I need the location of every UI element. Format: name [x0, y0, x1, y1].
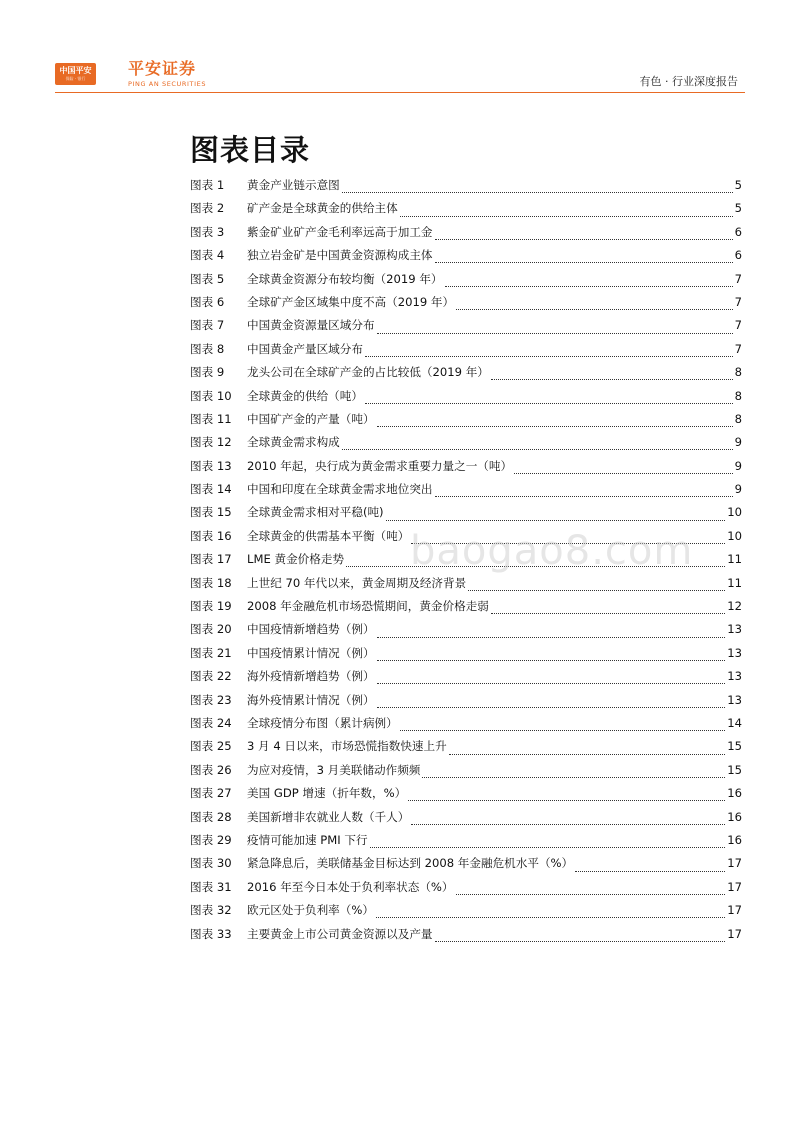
leader-dots	[422, 777, 725, 778]
leader-dots	[435, 239, 733, 240]
figure-title: 海外疫情累计情况（例）	[247, 692, 375, 707]
figure-title: 紧急降息后，美联储基金目标达到 2008 年金融危机水平（%）	[247, 856, 574, 871]
figure-label: 图表 29	[190, 832, 232, 847]
figure-label: 图表 9	[190, 365, 225, 380]
page-number: 16	[727, 832, 742, 847]
logo-subtext: 保险 · 银行	[65, 76, 86, 81]
figure-title: 全球黄金资源分布较均衡（2019 年）	[247, 271, 443, 286]
toc-entry[interactable]	[190, 621, 742, 644]
toc-entry[interactable]	[190, 692, 742, 715]
brand-name-en: PING AN SECURITIES	[128, 80, 207, 88]
figure-title: 欧元区处于负利率（%）	[247, 903, 374, 918]
figure-title: 中国疫情新增趋势（例）	[247, 622, 375, 637]
page-number: 14	[727, 715, 742, 730]
page-number: 7	[734, 271, 742, 286]
page-number: 17	[727, 903, 742, 918]
toc-entry[interactable]	[190, 762, 742, 785]
page-number: 5	[734, 201, 742, 216]
toc-entry[interactable]	[190, 715, 742, 738]
figure-title: 3 月 4 日以来，市场恐慌指数快速上升	[247, 739, 447, 754]
figure-label: 图表 11	[190, 411, 232, 426]
page-number: 13	[727, 645, 742, 660]
leader-dots	[377, 660, 726, 661]
leader-dots	[400, 216, 733, 217]
toc-entry[interactable]	[190, 645, 742, 668]
toc-entry[interactable]	[190, 224, 742, 247]
figure-label: 图表 19	[190, 599, 232, 614]
figure-title: 海外疫情新增趋势（例）	[247, 669, 375, 684]
leader-dots	[365, 403, 733, 404]
figure-title: 黄金产业链示意图	[247, 178, 340, 192]
leader-dots	[377, 426, 733, 427]
leader-dots	[377, 333, 733, 334]
toc-entry[interactable]	[190, 271, 742, 294]
page-number: 12	[727, 599, 742, 614]
figure-title: 2016 年至今日本处于负利率状态（%）	[247, 879, 454, 894]
leader-dots	[491, 613, 725, 614]
figure-title: 全球黄金的供需基本平衡（吨）	[247, 528, 410, 543]
toc-entry[interactable]	[190, 434, 742, 457]
figure-label: 图表 21	[190, 645, 232, 660]
figure-title: 全球黄金需求相对平稳(吨)	[247, 505, 384, 520]
leader-dots	[456, 309, 733, 310]
page-number: 15	[727, 739, 742, 754]
toc-entry[interactable]	[190, 785, 742, 808]
toc-entry[interactable]	[190, 575, 742, 598]
figure-label: 图表 25	[190, 739, 232, 754]
page-number: 10	[727, 505, 742, 520]
figure-title: 全球黄金的供给（吨）	[247, 388, 363, 403]
figure-title: 龙头公司在全球矿产金的占比较低（2019 年）	[247, 365, 489, 380]
figure-label: 图表 27	[190, 786, 232, 801]
leader-dots	[365, 356, 733, 357]
page-number: 8	[734, 388, 742, 403]
figure-title: 中国矿产金的产量（吨）	[247, 411, 375, 426]
leader-dots	[342, 449, 733, 450]
figure-label: 图表 32	[190, 903, 232, 918]
figure-label: 图表 16	[190, 528, 232, 543]
page-title: 图表目录	[190, 133, 311, 167]
leader-dots	[435, 941, 726, 942]
toc-entry[interactable]	[190, 247, 742, 270]
figure-label: 图表 26	[190, 762, 232, 777]
figure-title: 美国 GDP 增速（折年数，%）	[247, 786, 407, 801]
page-number: 17	[727, 879, 742, 894]
figure-label: 图表 3	[190, 224, 225, 239]
leader-dots	[411, 824, 725, 825]
leader-dots	[575, 871, 725, 872]
page-number: 8	[734, 411, 742, 426]
page-number: 11	[727, 552, 742, 567]
figure-label: 图表 4	[190, 248, 225, 263]
figure-label: 图表 13	[190, 458, 232, 473]
figure-title: 中国黄金产量区域分布	[247, 341, 363, 356]
toc-entry[interactable]	[190, 855, 742, 878]
page-number: 9	[734, 435, 742, 450]
figure-label: 图表 1	[190, 178, 225, 192]
figure-title: 全球疫情分布图（累计病例）	[247, 715, 398, 730]
page-number: 17	[727, 926, 742, 941]
figure-title: 主要黄金上市公司黄金资源以及产量	[247, 926, 433, 941]
toc-entry[interactable]	[190, 294, 742, 317]
figure-title: 2010 年起，央行成为黄金需求重要力量之一（吨）	[247, 458, 513, 473]
figure-title: 全球黄金需求构成	[247, 435, 340, 450]
figure-title: 为应对疫情，3 月美联储动作频频	[247, 762, 421, 777]
leader-dots	[386, 520, 726, 521]
figure-label: 图表 2	[190, 201, 225, 216]
figure-title: 全球矿产金区域集中度不高（2019 年）	[247, 294, 455, 309]
logo-text: 中国平安	[59, 66, 92, 75]
toc-entry[interactable]	[190, 458, 742, 481]
toc-entry[interactable]	[190, 879, 742, 902]
page-number: 16	[727, 786, 742, 801]
page-header	[0, 0, 800, 100]
page-number: 6	[734, 224, 742, 239]
figure-label: 图表 23	[190, 692, 232, 707]
figure-title: 2008 年金融危机市场恐慌期间，黄金价格走弱	[247, 599, 489, 614]
leader-dots	[377, 637, 726, 638]
page-number: 6	[734, 248, 742, 263]
toc-entry[interactable]	[190, 832, 742, 855]
figure-title: LME 黄金价格走势	[247, 552, 345, 567]
watermark: baogao8.com	[410, 528, 694, 574]
toc-entry[interactable]	[190, 926, 742, 949]
toc-entry[interactable]	[190, 809, 742, 832]
toc-entry[interactable]	[190, 668, 742, 691]
figure-label: 图表 12	[190, 435, 232, 450]
figure-label: 图表 33	[190, 926, 232, 941]
figure-title: 疫情可能加速 PMI 下行	[247, 832, 368, 847]
toc-entry[interactable]	[190, 411, 742, 434]
figure-title: 矿产金是全球黄金的供给主体	[247, 201, 398, 216]
figure-title: 中国疫情累计情况（例）	[247, 645, 375, 660]
figure-label: 图表 6	[190, 294, 225, 309]
brand-name: 平安证券	[128, 59, 197, 78]
figure-label: 图表 15	[190, 505, 232, 520]
figure-label: 图表 14	[190, 482, 232, 497]
toc-entry[interactable]	[190, 504, 742, 527]
toc-entry[interactable]	[190, 200, 742, 223]
leader-dots	[491, 379, 733, 380]
page-number: 9	[734, 482, 742, 497]
page-number: 7	[734, 294, 742, 309]
figure-label: 图表 8	[190, 341, 225, 356]
toc-entry[interactable]	[190, 598, 742, 621]
figure-title: 美国新增非农就业人数（千人）	[247, 809, 410, 824]
page-number: 15	[727, 762, 742, 777]
toc-entry[interactable]	[190, 364, 742, 387]
leader-dots	[377, 683, 726, 684]
figure-label: 图表 24	[190, 715, 232, 730]
page-number: 5	[734, 178, 742, 192]
figure-label: 图表 31	[190, 879, 232, 894]
toc-entry[interactable]	[190, 902, 742, 925]
page-number: 7	[734, 318, 742, 333]
figure-label: 图表 18	[190, 575, 232, 590]
page-number: 13	[727, 692, 742, 707]
figure-title: 中国黄金资源量区域分布	[247, 318, 375, 333]
figure-label: 图表 10	[190, 388, 232, 403]
figure-title: 中国和印度在全球黄金需求地位突出	[247, 482, 433, 497]
figure-label: 图表 30	[190, 856, 232, 871]
toc-entry[interactable]	[190, 388, 742, 411]
leader-dots	[435, 496, 733, 497]
leader-dots	[449, 754, 726, 755]
figure-title: 紫金矿业矿产金毛利率远高于加工金	[247, 224, 433, 239]
figure-label: 图表 7	[190, 318, 225, 333]
figure-label: 图表 5	[190, 271, 225, 286]
leader-dots	[370, 847, 726, 848]
leader-dots	[376, 917, 725, 918]
header-divider	[55, 92, 745, 93]
figure-title: 上世纪 70 年代以来，黄金周期及经济背景	[247, 575, 467, 590]
page-number: 17	[727, 856, 742, 871]
figure-title: 独立岩金矿是中国黄金资源构成主体	[247, 248, 433, 263]
page-number: 9	[734, 458, 742, 473]
page-number: 8	[734, 365, 742, 380]
leader-dots	[445, 286, 733, 287]
leader-dots	[468, 590, 725, 591]
leader-dots	[456, 894, 726, 895]
toc-entry[interactable]	[190, 341, 742, 364]
toc-entry[interactable]	[190, 317, 742, 340]
leader-dots	[377, 707, 726, 708]
toc-entry[interactable]	[190, 738, 742, 761]
page-number: 13	[727, 622, 742, 637]
pingan-logo	[55, 63, 96, 85]
leader-dots	[435, 262, 733, 263]
page-number: 7	[734, 341, 742, 356]
figure-label: 图表 22	[190, 669, 232, 684]
leader-dots	[400, 730, 726, 731]
page-number: 11	[727, 575, 742, 590]
figure-label: 图表 20	[190, 622, 232, 637]
toc-entry[interactable]	[190, 481, 742, 504]
page-number: 16	[727, 809, 742, 824]
leader-dots	[342, 192, 733, 193]
figure-label: 图表 28	[190, 809, 232, 824]
leader-dots	[408, 800, 725, 801]
figure-label: 图表 17	[190, 552, 232, 567]
toc-entry[interactable]	[190, 177, 742, 200]
report-type: 有色 · 行业深度报告	[639, 75, 738, 88]
page-number: 10	[727, 528, 742, 543]
leader-dots	[514, 473, 733, 474]
page-number: 13	[727, 669, 742, 684]
